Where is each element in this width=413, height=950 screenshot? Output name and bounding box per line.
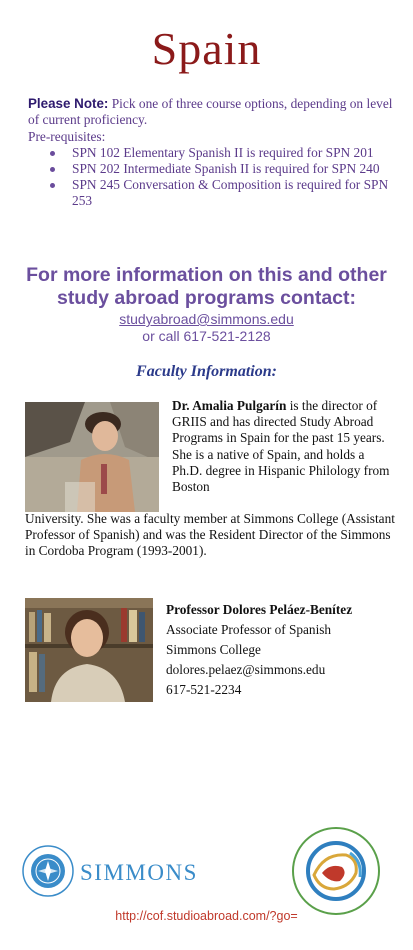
faculty-bio-top: is the director of GRIIS and has directed Study Abroad Programs in Spain for the past 15 years. She is a native of Spain, and holds a Ph.D. degree in Hispanic Philology from Boston <box>172 398 390 495</box>
contact-heading <box>0 264 413 310</box>
simmons-seal-logo <box>22 845 74 897</box>
simmons-wordmark: SIMMONS <box>80 860 198 885</box>
list-item <box>28 161 398 177</box>
faculty-photo-pulgarin <box>25 402 159 512</box>
please-note-label: Please Note: <box>28 96 109 111</box>
faculty-name-pulgarin: Dr. Amalia Pulgarín <box>172 398 287 413</box>
contact-heading-line1: For more information on this and other <box>26 264 387 286</box>
seal-icon <box>22 845 74 897</box>
list-item-text: SPN 102 Elementary Spanish II is required for SPN 201 <box>72 145 374 160</box>
list-item <box>28 145 398 161</box>
faculty-bio-pulgarin <box>172 398 394 495</box>
contact-email-link[interactable]: studyabroad@simmons.edu <box>119 311 294 327</box>
prerequisites-list <box>28 145 398 209</box>
list-item-text: SPN 202 Intermediate Spanish II is required for SPN 240 <box>72 161 380 176</box>
footer-url-link[interactable]: http://cof.studioabroad.com/?go= <box>115 909 298 923</box>
bullet-icon <box>50 167 55 172</box>
faculty-contact-pelaez <box>166 600 396 700</box>
faculty-email: dolores.pelaez@simmons.edu <box>166 662 326 677</box>
faculty-photo-pelaez <box>25 598 153 702</box>
page-title: Spain <box>151 23 262 74</box>
faculty-name-pelaez: Professor Dolores Peláez-Benítez <box>166 602 353 617</box>
prerequisites-label: Pre-requisites: <box>28 129 106 144</box>
contact-heading-line2: study abroad programs contact: <box>56 287 357 309</box>
bullet-icon <box>50 151 55 156</box>
list-item <box>28 177 398 209</box>
contact-phone: or call 617-521-2128 <box>142 328 271 344</box>
list-item-text: SPN 245 Conversation & Composition is required for SPN 253 <box>72 177 389 208</box>
faculty-org: Simmons College <box>166 642 261 657</box>
bullet-icon <box>50 183 55 188</box>
photo-illustration <box>25 598 153 702</box>
faculty-heading: Faculty Information: <box>136 363 277 380</box>
faculty-title: Associate Professor of Spanish <box>166 622 332 637</box>
cof-global-logo <box>290 825 382 917</box>
globe-icon <box>290 825 382 917</box>
faculty-bio-continued: University. She was a faculty member at Simmons College (Assistant Professor of Spanish) and was the Resident Director of the Simmons in Cordoba Program (1993-2001). <box>25 511 395 559</box>
photo-illustration <box>25 402 159 512</box>
please-note <box>28 96 398 128</box>
please-note-text: Pick one of three course options, depending on level of current proficiency. <box>28 96 393 127</box>
faculty-phone: 617-521-2234 <box>166 682 242 697</box>
